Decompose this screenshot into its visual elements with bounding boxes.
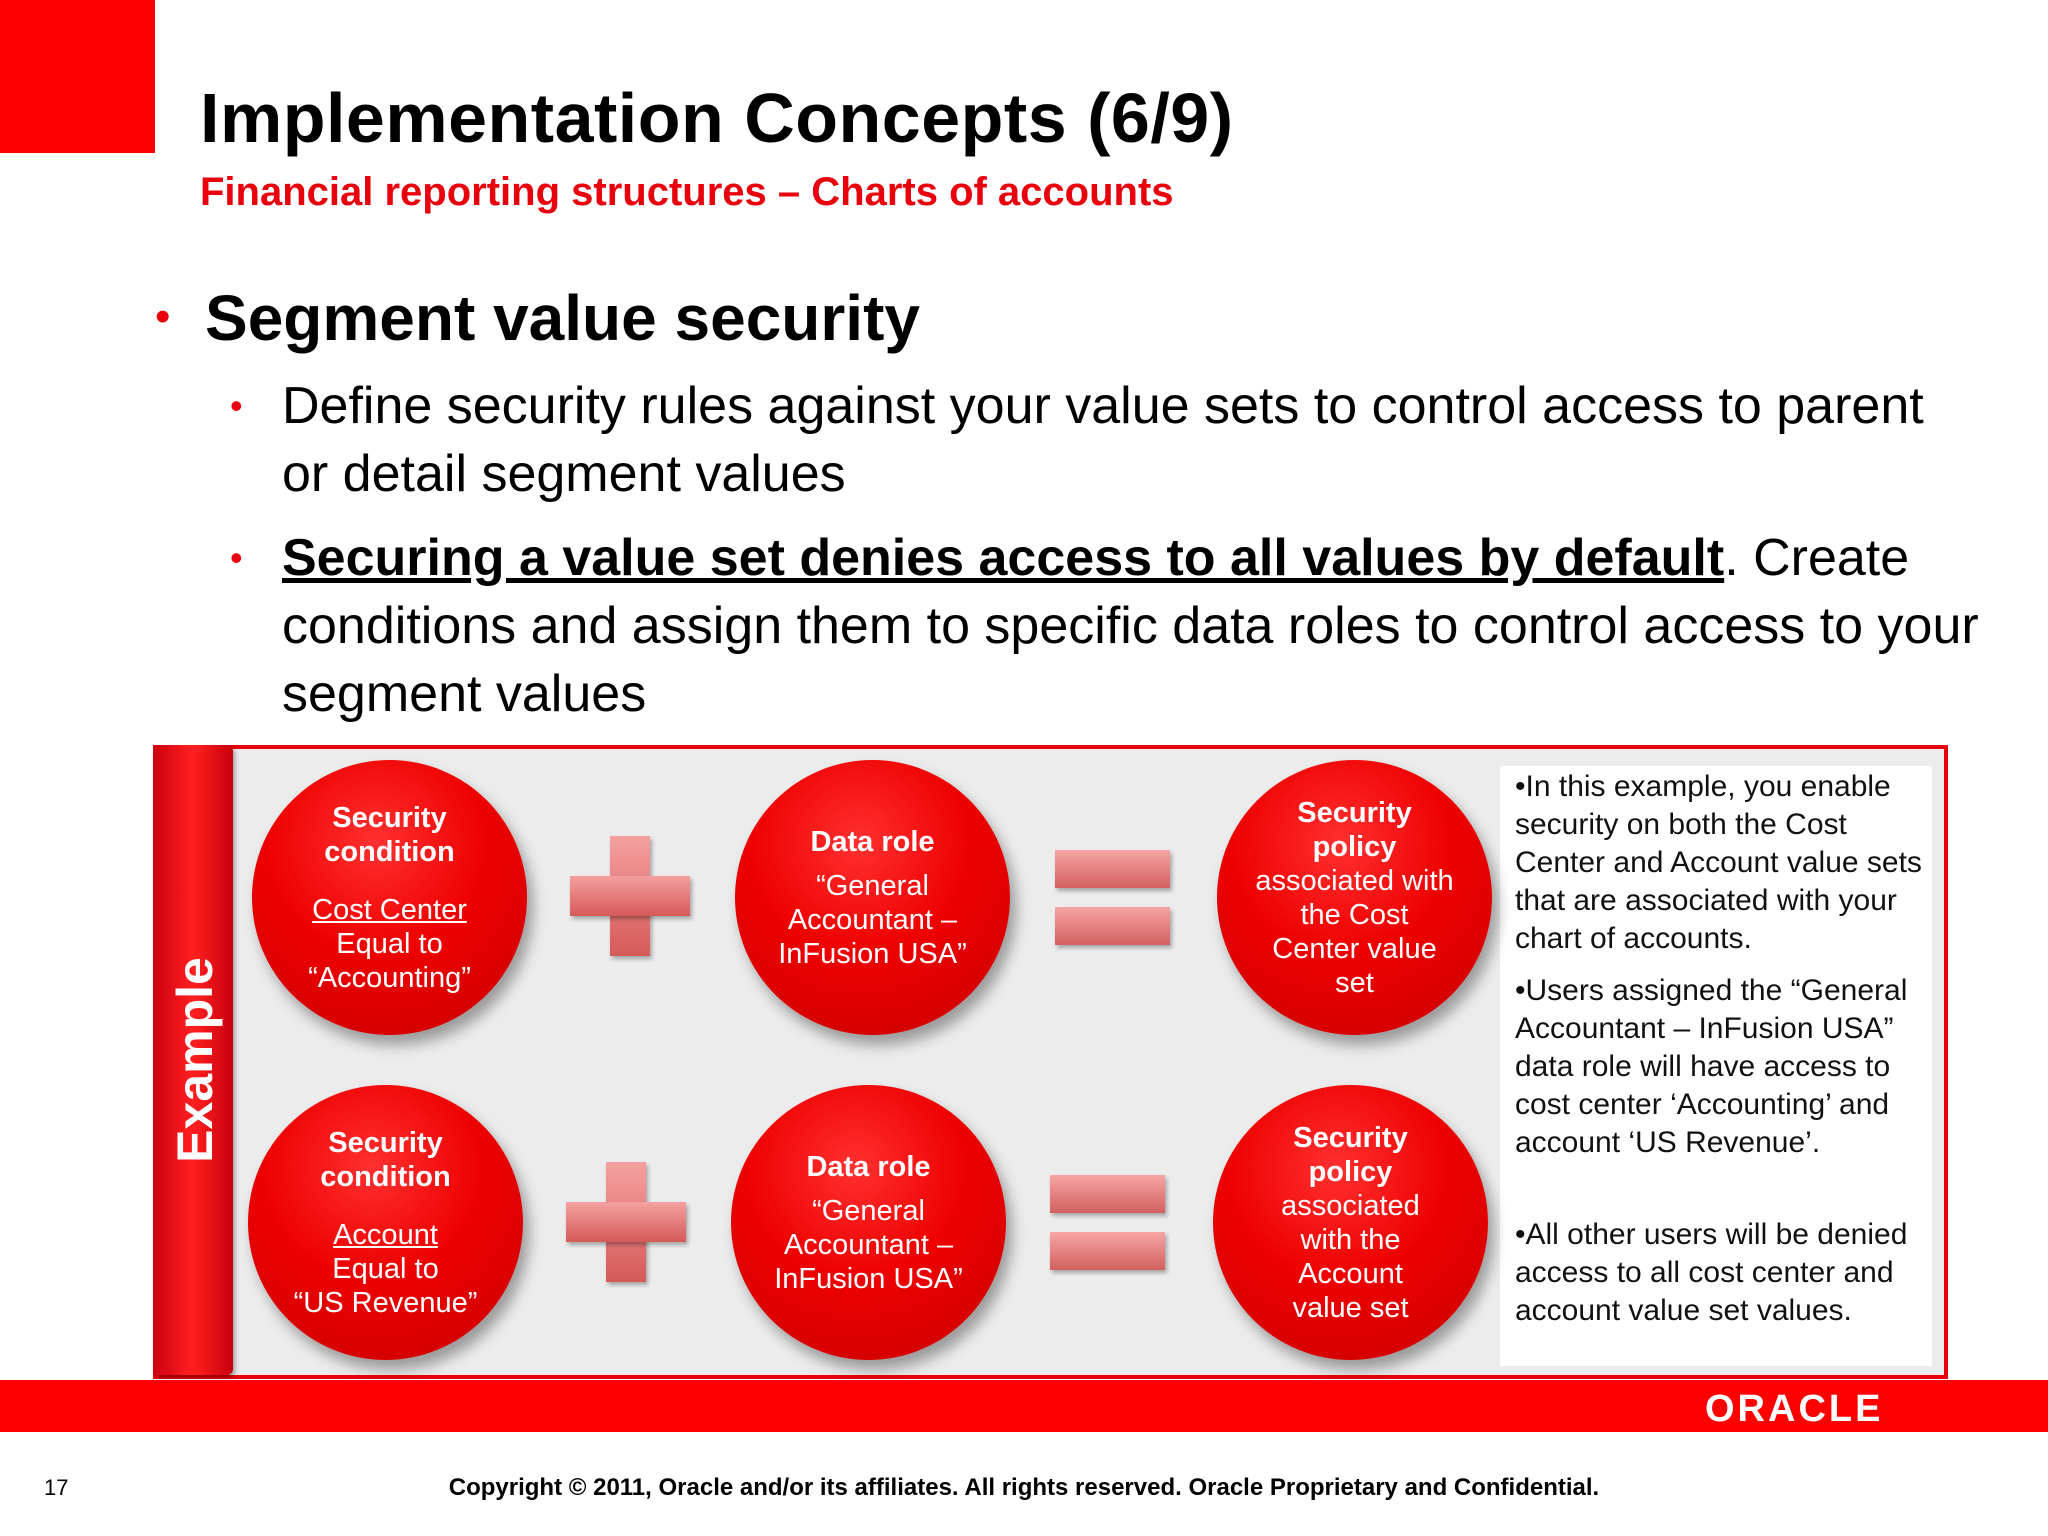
bullet-sub-2-rest: . Create conditions and assign them to specific data roles to control access to your segment values [282,529,1979,723]
circle-heading: Security condition [324,801,455,868]
plus-icon [566,1162,686,1282]
bullet-dot-icon: • [230,385,243,426]
circle-heading: Data role [806,1150,931,1183]
bullet-sub-1-text: Define security rules against your value sets to control access to parent or detail segment values [282,377,1924,503]
note-3: •All other users will be denied access to all cost center and account value set values. [1515,1218,1908,1327]
bullet-sub-2 [230,524,1982,728]
oracle-logo: ORACLE [1705,1388,1884,1430]
condition-field: Account [333,1218,438,1251]
circle-heading: Security policy [1293,1121,1408,1188]
equals-icon [1050,1175,1165,1270]
bullet-dot-icon: • [155,292,171,341]
page-number: 17 [44,1475,69,1500]
data-role-circle-1 [735,760,1010,1035]
circle-heading: Security policy [1297,796,1412,863]
bullet-sub-1 [230,372,1982,508]
condition-operator: Equal to [336,927,443,960]
copyright-text: Copyright © 2011, Oracle and/or its affiliates. All rights reserved. Oracle Proprietary and Confidential. [448,1474,1600,1501]
condition-value: “US Revenue” [293,1286,478,1319]
slide-subtitle: Financial reporting structures – Charts of accounts [200,170,1174,214]
policy-text: associated with the Cost Center value set [1255,864,1454,999]
condition-operator: Equal to [332,1252,439,1285]
plus-icon [570,836,690,956]
bullet-sub-2-text [282,524,1982,728]
bullet-sub-2-emphasis: Securing a value set denies access to all values by default [282,529,1725,587]
note-2: •Users assigned the “General Accountant – InFusion USA” data role will have access to cost center ‘Accounting’ and account ‘US Revenue’. [1515,974,1908,1159]
slide-title: Implementation Concepts (6/9) [200,79,1234,157]
condition-field: Cost Center [312,893,467,926]
data-role-text: “General Accountant – InFusion USA” [778,869,967,970]
bullet-dot-icon: • [230,537,243,578]
policy-text: associated with the Account value set [1281,1189,1420,1324]
bullet-main-text: Segment value security [205,282,920,354]
security-policy-circle-2 [1213,1085,1488,1360]
security-policy-circle-1 [1217,760,1492,1035]
security-condition-circle-1 [252,760,527,1035]
data-role-circle-2 [731,1085,1006,1360]
equals-icon [1055,850,1170,945]
circle-heading: Security condition [320,1126,451,1193]
bullet-main [155,282,920,354]
example-label: Example [167,957,223,1163]
data-role-text: “General Accountant – InFusion USA” [774,1194,963,1295]
security-condition-circle-2 [248,1085,523,1360]
condition-value: “Accounting” [308,961,471,994]
note-1: •In this example, you enable security on both the Cost Center and Account value sets that are associated with your chart of accounts. [1515,770,1922,955]
corner-accent-block [0,0,155,153]
circle-heading: Data role [810,825,935,858]
